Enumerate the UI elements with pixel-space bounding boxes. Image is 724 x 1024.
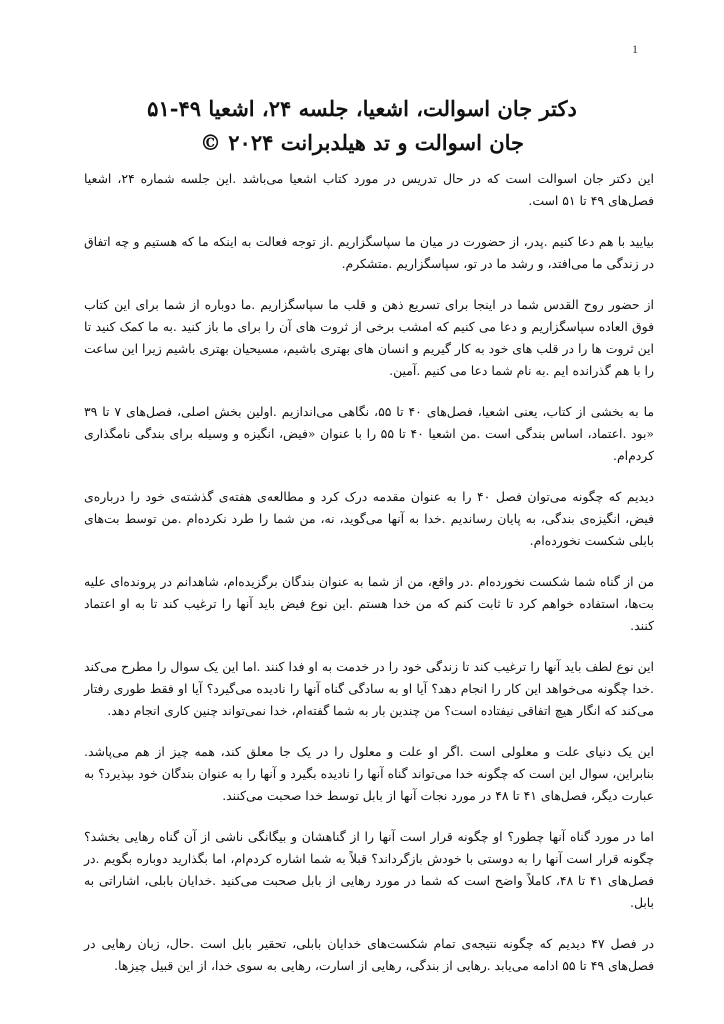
paragraph: ما به بخشی از کتاب، یعنی اشعیا، فصل‌های ۴۰ تا ۵۵، نگاهی می‌اندازیم .اولین بخش اصلی، فصل‌های ۷ تا ۳۹ «بود .اعتماد، اساس بندگی است .من اشعیا ۴۰ تا ۵۵ را با عنوان «فیض، انگیزه و وسیله برای بندگی نامگذاری کردم‌ام. xyxy=(84,404,654,463)
paragraph: این دکتر جان اسوالت است که در حال تدریس در مورد کتاب اشعیا می‌باشد .این جلسه شماره ۲۴، اشعیا فصل‌های ۴۹ تا ۵۱ است. xyxy=(84,171,654,208)
paragraph: من از گناه شما شکست نخورده‌ام .در واقع، من از شما به عنوان بندگان برگزیده‌ام، شاهدانم در پرونده‌ای علیه بت‌ها، استفاده خواهم کرد تا ثابت کنم که من خدا هستم .این نوع فیض باید آنها را ترغیب کند تا به او اعتماد کنند. xyxy=(84,574,654,633)
document-body xyxy=(84,168,654,996)
paragraph: از حضور روح القدس شما در اینجا برای تسریع ذهن و قلب ما سپاسگزاریم .ما دوباره از شما برای این کتاب فوق العاده سپاسگزاریم و دعا می کنیم که امشب برخی از ثروت های آن را برای ما باز کنید .به ما کمک کنید تا این ثروت ها را در قلب های خود به کار گیریم و انسان های بهتری باشیم، مسیحیان بهتری باشیم زیرا این ساعت را با هم گذرانده ایم .به نام شما دعا می کنیم .آمین. xyxy=(84,297,654,378)
title-line-1: دکتر جان اسوالت، اشعیا، جلسه ۲۴، اشعیا ۴۹-۵۱ xyxy=(147,96,577,121)
document-title xyxy=(60,92,664,160)
page-number: 1 xyxy=(632,42,638,56)
paragraph: دیدیم که چگونه می‌توان فصل ۴۰ را به عنوان مقدمه درک کرد و مطالعه‌ی هفته‌ی گذشته‌ی خود را درباره‌ی فیض، انگیزه‌ی بندگی، به پایان رساندیم .خدا به آنها می‌گوید، نه، من شما را طرد نکرده‌ام .من توسط بت‌های بابلی شکست نخورده‌ام. xyxy=(84,489,654,548)
paragraph: اما در مورد گناه آنها چطور؟ او چگونه قرار است آنها را از گناهشان و بیگانگی ناشی از آن گناه رهایی بخشد؟ چگونه قرار است آنها را به دوستی با خودش بازگرداند؟ قبلاً به شما اشاره کردم‌ام، اما بگذارید دوباره بگویم .در فصل‌های ۴۱ تا ۴۸، کاملاً واضح است که شما در مورد رهایی از بابل صحبت می‌کنید .خدایان بابلی، اشاراتی به بابل. xyxy=(84,829,654,910)
title-line-2: جان اسوالت و تد هیلدبرانت ۲۰۲۴ © xyxy=(199,130,525,155)
paragraph: در فصل ۴۷ دیدیم که چگونه نتیجه‌ی تمام شکست‌های خدایان بابلی، تحقیر بابل است .حال، زبان رهایی در فصل‌های ۴۹ تا ۵۵ ادامه می‌یابد .رهایی از بندگی، رهایی از اسارت، رهایی به سوی خدا، از این قبیل چیزها. xyxy=(84,936,654,973)
paragraph: این یک دنیای علت و معلولی است .اگر او علت و معلول را در یک جا معلق کند، همه چیز از هم می‌پاشد. بنابراین، سوال این است که چگونه خدا می‌تواند گناه آنها را نادیده بگیرد و آنها را به عنوان بندگان خود بپذیرد؟ به عبارت دیگر، فصل‌های ۴۱ تا ۴۸ در مورد نجات آنها از بابل توسط خدا صحبت می‌کنند. xyxy=(84,744,654,803)
paragraph: این نوع لطف باید آنها را ترغیب کند تا زندگی خود را در خدمت به او فدا کنند .اما این یک سوال را مطرح می‌کند .خدا چگونه می‌خواهد این کار را انجام دهد؟ آیا او به سادگی گناه آنها را نادیده می‌گیرد؟ آیا او فقط طوری رفتار می‌کند که انگار هیچ اتفاقی نیفتاده است؟ من چندین بار به شما گفته‌ام، خدا نمی‌تواند چنین کاری انجام دهد. xyxy=(84,659,654,718)
paragraph: بیایید با هم دعا کنیم .پدر، از حضورت در میان ما سپاسگزاریم .از توجه فعالت به اینکه ما که هستیم و چه اتفاق در زندگی ما می‌افتد، و رشد ما در تو، سپاسگزاریم .متشکرم. xyxy=(84,234,654,271)
